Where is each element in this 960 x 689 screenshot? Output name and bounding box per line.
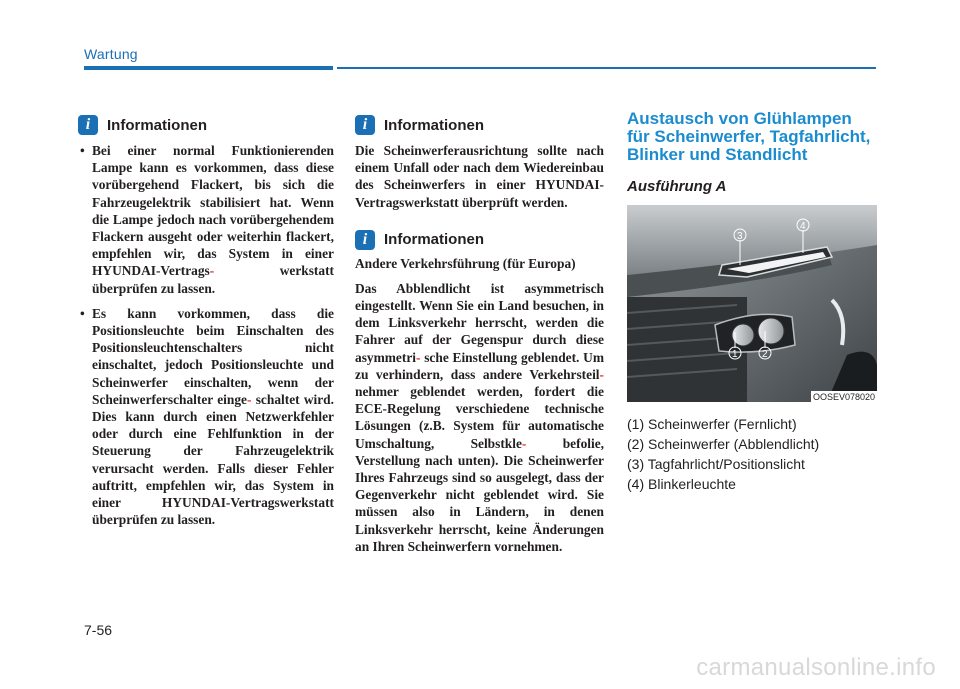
callout-3: 3 [737, 231, 743, 242]
info-title: Informationen [107, 116, 207, 134]
header-rule-thin [337, 67, 876, 69]
bullet-text: Bei einer normal Funktionierenden Lampe kann es vorkommen, dass diese vorübergehend Flackert, bis sich die Fahrzeugelektrik stabilisiert hat. Wenn die Lampe jedoch nach vorübergehendem Flackern ausgeht oder weiterhin flackert, empfehlen wir, das System in einer HYUNDAI-Vertrags [92, 143, 334, 279]
legend-item: (2) Scheinwerfer (Abblendlicht) [627, 436, 820, 452]
info-icon: i [355, 230, 375, 250]
section-title: Wartung [84, 46, 138, 62]
info-paragraph: Das Abblendlicht ist asymmetrisch eingestellt. Wenn Sie ein Land besuchen, in dem Linksverkehr herrscht, werden die Fahrer auf der Gegenspur durch diese asymmetri- sche Einstellung geblendet. Um zu verhindern, dass andere Verkehrsteil- nehmer geblendet werden, fordert die ECE-Regelung verschiedene technische Lösungen (z.B. System für automatische Umschaltung, Selbstkle- befolie, Verstellung nach unten). Die Scheinwerfer Ihres Fahrzeugs sind so ausgelegt, dass der Gegenverkehr nicht geblendet wird. Sie müssen also in Ländern, in denen Linksverkehr herrscht, keine Änderungen an Ihren Scheinwerfern vornehmen. [355, 280, 604, 554]
hyphen-mark: - [246, 391, 252, 407]
car-front-illustration [627, 205, 877, 402]
info-subheading: Andere Verkehrsführung (für Europa) [355, 255, 576, 271]
info-heading [355, 229, 604, 251]
info-paragraph: Die Scheinwerferausrichtung sollte nach einem Unfall oder nach dem Wiedereinbau des Scheinwerfers in einer HYUNDAI-Vertragswerkstatt überprüft werden. [355, 143, 604, 210]
callout-1: 1 [732, 349, 738, 360]
info-title: Informationen [384, 116, 484, 134]
column-right [627, 110, 877, 494]
page-number: 7-56 [84, 622, 113, 638]
legend-item: (3) Tagfahrlicht/Positionslicht [627, 456, 805, 472]
bullet-text: schaltet wird. Dies kann durch einen Netzwerkfehler oder durch eine Fehlfunktion in der Steuerung der Fahrzeugelektrik verursacht werden. Falls dieser Fehler auftritt, empfehlen wir, das System in einer HYUNDAI-Vertragswerkstatt überprüfen zu lassen. [92, 391, 334, 528]
legend-item: (1) Scheinwerfer (Fernlicht) [627, 416, 797, 432]
column-middle [355, 114, 604, 555]
figure-code: OOSEV078020 [812, 392, 875, 402]
header-rule-thick [84, 66, 333, 70]
section-heading: Austausch von Glühlampen für Scheinwerfer, Tagfahrlicht, Blinker und Standlicht [627, 109, 871, 164]
headlamp-figure [627, 205, 877, 402]
info-icon: i [78, 115, 98, 135]
info-body [78, 142, 334, 528]
callout-2: 2 [762, 349, 768, 360]
figure-legend [627, 414, 877, 494]
watermark: carmanualsonline.info [696, 654, 936, 681]
bullet-item: • Bei einer normal Funktionierenden Lampe kann es vorkommen, dass diese vorübergehend Flackert, bis sich die Fahrzeugelektrik stabilisiert hat. Wenn die Lampe jedoch nach vorübergehendem Flackern ausgeht oder weiterhin flackert, empfehlen wir, das System in einer HYUNDAI-Vertrags- werkstatt überprüfen zu lassen. [80, 143, 334, 296]
variant-label: Ausführung A [627, 178, 727, 195]
bullet-item: • Es kann vorkommen, dass die Positionsleuchte beim Einschalten des Positionsleuchtenschalters nicht einschaltet, jedoch Positionsleuchte und Scheinwerfer einschalten, wenn der Scheinwerferschalter einge- schaltet wird. Dies kann durch einen Netzwerkfehler oder durch eine Fehlfunktion in der Steuerung der Fahrzeugelektrik verursacht werden. Falls dieser Fehler auftritt, empfehlen wir, das System in einer HYUNDAI-Vertragswerkstatt überprüfen zu lassen. [80, 305, 334, 528]
info-title: Informationen [384, 231, 484, 249]
bullet-text: werkstatt überprüfen zu lassen. [92, 263, 334, 296]
info-heading [78, 114, 334, 136]
bullet-text: Es kann vorkommen, dass die Positionsleuchte beim Einschalten des Positionsleuchtenschalters nicht einschaltet, jedoch Positionsleuchte und Scheinwerfer einschalten, wenn der Scheinwerferschalter einge [92, 305, 334, 407]
info-icon: i [355, 115, 375, 135]
info-heading [355, 114, 604, 136]
column-left [78, 114, 334, 536]
callout-4: 4 [800, 221, 806, 232]
legend-item: (4) Blinkerleuchte [627, 476, 736, 492]
hyphen-mark: - [209, 263, 215, 279]
